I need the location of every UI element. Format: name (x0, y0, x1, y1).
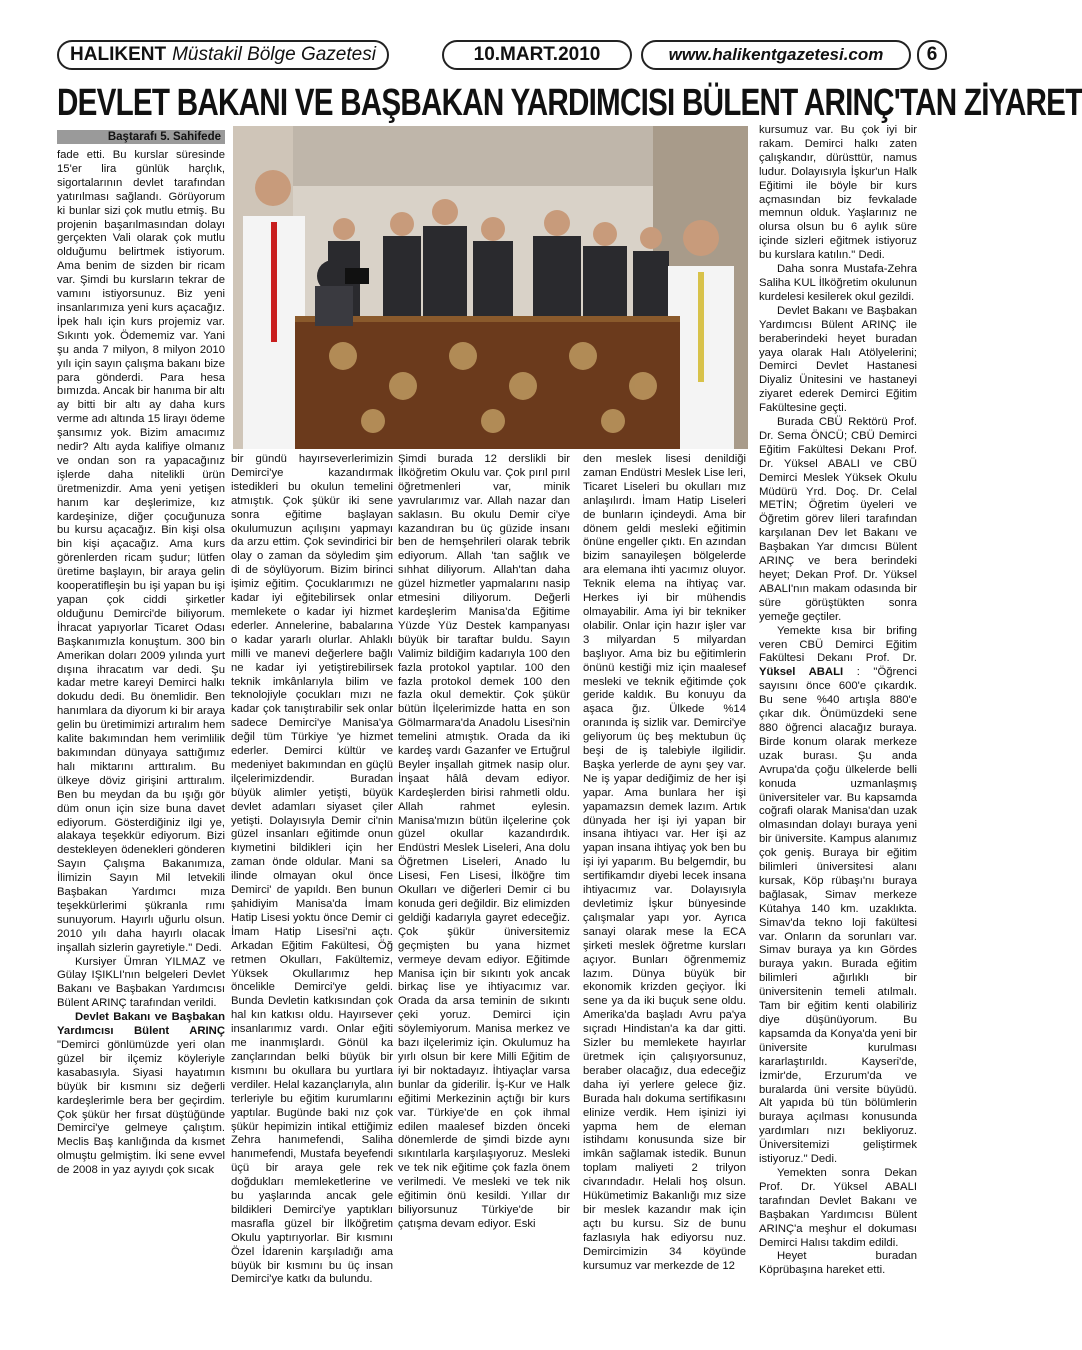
paragraph: Devlet Bakanı ve Başbakan Yardımcısı Bülent ARINÇ ile beraberindeki heyet buradan yaya olarak Halı Atölyelerini; Demirci Devlet Hastanesi Diyaliz Ünitesini ve hastaneyi ziyaret ederek Demirci Eğitim Fakültesine geçti. (759, 304, 917, 415)
photo-illustration (233, 126, 748, 449)
article-column-5 (759, 124, 917, 1278)
paragraph: kursumuz var. Bu çok iyi bir rakam. Demirci halkı zaten çalışkandır, dürüsttür, namus ludur. Dolayısıyla İşkur'un Halk Eğitimi ile böyle bir kurs açmasından biz fevkalade memnun olduk. Yaşlarınız ne olursa olsun bu 6 aylık süre içinde sizleri eğitmek istiyoruz bu kurslara katılın." Dedi. (759, 124, 917, 262)
paragraph (759, 625, 917, 1167)
page-number: 6 (917, 40, 947, 70)
paper-name (57, 40, 389, 70)
paper-name-bold: HALIKENT (70, 44, 167, 65)
paragraph: Yemekten sonra Dekan Prof. Dr. Yüksel ABALI tarafından Devlet Bakanı ve Başbakan Yardımcısı Bülent ARINÇ'a meşhur el dokuması Demirci Halısı takdim edildi. (759, 1166, 917, 1249)
article-column-3 (398, 453, 570, 1232)
paragraph: den meslek lisesi denildiği zaman Endüstri Meslek Lise leri, Ticaret Liseleri bu okulları mız anlaşılırdı. İmam Hatip Liseleri de bunların içindeydi. Ama bir dönem geldi mesleki eğitimin önüne engeller çıktı. En azından bizim sanayileşen bölgelerde ara elemana ihti yacımız oluyor. Teknik elema na ihtiyaç var. Herkes iyi bir mühendis olmayabilir. Ama iyi bir tekniker olabilir. Onlar için hazır işler var 3 milyardan 5 milyardan başlıyor. Ama biz bu eğitimlerin önünü kestiği miz için maalesef mesleki ve teknik eğitimde çok geride kaldık. Bu konuyu da aşaca ğız. Ülkede %14 oranında iş sizlik var. Demirci'ye geliyorum üç beş mektubun üç beşi de iş talebiyle ilgilidir. Başka yerlerde de aynı şey var. Ne iş yapar dediğimiz de her işi yapar. Ama bunlara her işi yapamazsın demek lazım. Artık dünyada her işi iyi yapan bir insana ihtiyacı var. Her işi az yapan insana ihtiyaç yok ben bu işi iyi yaparım. Bu belgemdir, bu sertifikamdır diyebi lecek insana ihtiyacımız var. Dolayısıyla devletimiz İşkur bünyesinde çalışmalar yapı yor. Ayrıca sanayi olarak mese la ECA şirketi meslek öğretme kursları açıyor. Bunları öğrenmemiz lazım. Dünya büyük bir ekonomik krizden geçiyor. İki sene ya da iki buçuk sene oldu. Amerika'da başladı Avru pa'ya sıçradı Hindistan'a ka dar gitti. Sizler bu memlekete hayırlar üretmek için çalışıyorsunuz, beraber olacağız, dua edeceğiz daha iyi yerlere gelece ğiz. Burada halı dokuma sertifikasını elinize verdik. Hem işinizi iyi yapma hem de eleman istihdamı konusunda size bir imkân sağlamak istedik. Bunun toplam maliyeti 2 trilyon civarındadır. Helali hoş olsun. Hükümetimiz Bakanlığı mız size bir meslek kazandır mak için açtı bu kursu. Siz de bunu fazlasıyla hak ediyorsu nuz. Demircimizin 34 köyünde kursumuz var merkezde de 12 (583, 453, 746, 1272)
paragraph: Şimdi burada 12 derslikli bir İlköğretim Okulu var. Çok pırıl pırıl öğretmenleri var, minik yavrularımız var. Allah nazar dan saklasın. Bu okulu Demir ci'ye kazandıran bu üç güzide insanı ben de hemşehrileri olarak tebrik ediyorum. Allah 'tan sağlık ve sıhhat diliyorum. Allah'tan daha güzel hizmetler yapmalarını nasip etmesini diliyorum. Değerli kardeşlerim Manisa'da Eğitime Yüzde Yüz Destek kampanyası büyük bir taraftar buldu. Sayın Valimiz bildiğim kadarıyla 100 den fazla protokol yaptılar. 100 den fazla protokol demek 100 den fazla okul demektir. Çok şükür bütün İlçelerimizde hatta en son Gölmarmara'da Anadolu Lisesi'nin temelini atmıştık. Orada da iki kardeş vardı Gazanfer ve Ertuğrul Beyler inşallah gitmek nasip olur. İnşaat hâlâ devam ediyor. Kardeşlerden birisi rahmetli oldu. Allah rahmet eylesin. Manisa'mızın bütün ilçelerine çok güzel okullar kazandırdık. Endüstri Meslek Liseleri, Ana dolu Öğretmen Liseleri, Anado lu Lisesi, Fen Lisesi, İlköğre tim Okulları ve diğerleri Demir ci bu konuda geri değildir. Biz elimizden geldiği kadarıyla gayret edeceğiz. Çok şükür üniversitemiz geçmişten bu yana hizmet vermeye devam ediyor. Eğitimde Manisa için bir sıkıntı yok ancak birkaç lise ye ihtiyacımız var. Orada da arsa teminin de sıkıntı çeki yoruz. Demirci için söylemiyorum. Manisa merkez ve bazı ilçelerimiz için. Okulumuz ha yırlı olsun bir kere Milli Eğitim de iyi bir noktadayız. İhtiyaçlar varsa bunlar da giderilir. İş-Kur ve Halk eğitimi Merkezinin açtığı bir kurs var. Türkiye'de en çok ihmal edilen maalesef bizden önceki dönemlerde de şimdi bizde aynı sıkıntılarla karşılaşıyoruz. Mesleki ve tek nik eğitime çok fazla önem verilmedi. Ve mesleki ve tek nik eğitimin önü kesildi. Yıllar dır biliyorsunuz Türkiye'de bir çatışma devam ediyor. Eski (398, 453, 570, 1230)
paragraph: Kursiyer Ümran YILMAZ ve Gülay IŞIKLI'nın belgeleri Devlet Bakanı ve Başbakan Yardımcısı Bülent ARINÇ tarafından verildi. (57, 955, 225, 1010)
paragraph: Daha sonra Mustafa-Zehra Saliha KUL İlköğretim okulunun kurdelesi kesilerek okul gezildi. (759, 263, 917, 303)
headline: DEVLET BAKANI VE BAŞBAKAN YARDIMCISI BÜLENT ARINÇ'TAN ZİYARET (57, 82, 1082, 124)
article-column-1 (57, 149, 225, 1178)
paragraph: Heyet buradan Köprübaşına hareket etti. (759, 1250, 917, 1277)
paragraph-text: Yemekte kısa bir brifing veren CBÜ Demirci Eğitim Fakültesi Dekanı Prof. Dr. (759, 624, 917, 665)
article-column-4 (583, 453, 746, 1273)
paragraph: fade etti. Bu kurslar süresinde 15'er lira günlük harçlık, sigortalarının devlet tarafından yatırılması sağlandı. Görüyorum ki bunlar sizi çok mutlu etmiş. Bu projenin başarılmasından dolayı gerçekten Vali olarak çok mutlu olduğumu belirtmek istiyorum. Ama benim de sizden bir ricam var. Şimdi bu kursların tekrar de vamını istiyorsunuz. Biz yeni insanlarımıza yeni kurs açacağız. İpek halı için kurs projemiz var. Sıkıntı yok. Ödememiz var. Yani şu anda 7 milyon, 8 milyon 2010 yılı için sayın çalışma bakanı bize para gönderdi. Para hesa bımızda. Ancak bir hanıma bir altı ay bitti bir altı ay daha kurs verme adı altında 15 lirayı ödeme şansımız yok. Bizim amacımız nedir? Altı ayda kalifiye olmanız ve ondan son ra yapacağınız işlerde daha nitelikli ürün üretmenizdir. Ama yeni yetişen hanım kar deşlerimize, kız kardeşinize, diğer çocuğunuza bu kursu açacağız. Bin kişi olsa bin kişi açacağız. Ama kurs görenlerden ricam şudur; lütfen üretime başlayın, bir araya gelin kooperatifleşin bu işi yapan bu işi yapan çok ciddi şirketler olduğunu Demirci'de biliyorum. İhracat yapıyorlar Ticaret Odası Başkanımızla konuştum. 300 bin Amerikan doları 2009 yılında yurt dışına ihracatım var dedi. Şu kadar metre kareyi Demirci halkı dokudu dedi. Bu önemlidir. Ben hanımlara da diyorum ki bir araya gelin bu üretimimizi artıralım hem kalite bakımından hem verimlilik bakımından dünyaya sattığımız halı miktarını arttıralım. Bu ülkeye döviz girişini arttıralım. Ben bu meydan da bu ışığı gör düm onun için size buna davet ediyorum. Gösterdiğiniz ilgi ye, alakaya teşekkür ediyorum. Bizi destekleyen ödenekleri gönderen Sayın Çalışma Bakanımıza, İlimizin Sayın Mil letvekili Başbakan Yardımcı mıza teşekkürlerimi şükranla rımı sunuyorum. Hayırlı uğurlu olsun. 2010 yılı daha hayırlı olacak inşallah sizlerin gayretiyle." Dedi. (57, 149, 225, 954)
paragraph: bir gündü hayırseverlerimizin Demirci'ye kazandırmak istedikleri bu okulun temelini atmıştık. Çok şükür iki sene sonra eğitime başlayan okulumuzun açılışını yapmayı da arzu ettim. Çok sevindirici bir olay o zaman da söyledim şim di de söylüyorum. Bizim birinci işimiz eğitim. Çocuklarımızı ne kadar iyi eğitebilirsek onlar memlekete o kadar iyi hizmet ederler. Annelerine, babalarına o kadar yararlı olurlar. Ahlaklı milli ve manevi değerlere bağlı ne kadar iyi yetiştirebilirsek teknik imkânlarıyla bilim ve teknolojiyle çocukları mızı ne kadar çok tanıştırabilir sek onlar sadece Demirci'ye Manisa'ya değil tüm Türkiye 'ye hizmet ederler. Demirci kültür ve medeniyet bakımından en güçlü ilçelerimizdendir. Buradan büyük alimler yetişti, büyük devlet adamları siyaset çiler yetişti. Dolayısıyla Demir ci'nin güzel insanları eğitimde onun kıymetini bildikleri için her zaman önde oldular. Mani sa ilinde olmayan okul önce Demirci' de yapıldı. Ben bunun şahidiyim Manisa'da İmam Hatip Lisesi yoktu önce Demir ci İmam Hatip Lisesi'ni açtı. Arkadan Eğitim Fakültesi, Öğ retmen Okulları, Fakültemiz, Yüksek Okullarımız hep öncelikle Demirci'ye geldi. Bunda Devletin katkısından çok hal kın katkısı oldu. Hayırsever insanlarımız vardı. Onlar eğiti me inanmışlardı. Gönül ka zançlarından belki büyük bir kısmını bu okullara bu yurtlara verdiler. Helal kazançlarıyla, alın terleriyle bu eğitim kurumlarını yaptılar. Bugünde baki nız çok şükür hepimizin intikal ettiğimiz Zehra hanımefendi, Saliha hanımefendi, Mustafa beyefendi üçü bir araya gele rek doğdukları memleketlerine ve bu yaşlarında ancak gele bildikleri Demirci'ye yaptıkları masrafla güzel bir İlköğretim Okulu yaptırıyorlar. Bir kısmını Özel İdarenin karşıladığı ama büyük bir kısmını bu üç insan Demirci'ye katkı da bulundu. (231, 453, 393, 1286)
masthead (57, 40, 938, 72)
speaker-name: Devlet Bakanı ve Başbakan Yardımcısı Bülent ARINÇ (57, 1011, 225, 1038)
website: www.halikentgazetesi.com (641, 40, 911, 70)
paragraph (57, 1011, 225, 1178)
news-photo (233, 126, 748, 449)
paragraph: Burada CBÜ Rektörü Prof. Dr. Sema ÖNCÜ; CBÜ Demirci Eğitim Fakültesi Dekanı Prof. Dr. Yüksel ABALI ve CBÜ Demirci Meslek Yüksek Okulu Müdürü Yrd. Doç. Dr. Celal METİN; Öğretim üyeleri ve Öğretim görev lileri tarafından karşılanan Dev let Bakanı ve Başbakan Yar dımcısı Bülent ARINÇ ve bera berindeki heyet; Dekan Prof. Dr. Yüksel ABALI'nın makam odasında bir süre görüştükten sonra yemeğe geçtiler. (759, 416, 917, 623)
paragraph-text: "Demirci gönlümüzde yeri olan güzel bir ilçemiz köyleriyle kasabasıyla. Siyasi hayatımın büyük bir kısmını siz değerli kardeşlerimle bera ber geçirdim. Çok şükür her fırsat düştüğünde Demirci'ye gelmeye çalıştım. Meclis Baş kanlığında da kısmet olmuştu gelmiştim. İki sene evvel de 2008 in yaz ayıydı çok sıcak (57, 1039, 225, 1177)
issue-date: 10.MART.2010 (442, 40, 632, 70)
continued-from: Baştarafı 5. Sahifede (57, 130, 225, 144)
speaker-name: Yüksel ABALI (759, 666, 844, 679)
paper-name-rest: Müstakil Bölge Gazetesi (172, 44, 376, 65)
article-column-2 (231, 453, 393, 1287)
paragraph-text: : "Öğrenci sayısını önce 600'e çıkardık. Bu sene %40 artışla 880'e çıkar dık. Önümüzdeki sene 880 öğrenci alacağız buraya. Birde konum olarak merkeze uzak burası. Şu anda Avrupa'da çoğu ülkelerde belli konuda uzmanlaşmış üniversiteler var. Bu kapsamda coğrafi olarak Manisa'dan uzak olmasından dolayı buraya yeni bir üniversite. Kampus alanımız çok geniş. Buraya bir eğitim bilimleri üniversitesi alanı kursak, Köp rübaşı'nı buraya bağlasak, Simav merkeze Kütahya 140 km. uzaklıkta. Simav'da tekno loji fakültesi var. Onların da sorunları var. Simav buraya ya kın Gördes buraya yakın. Burada eğitim bilimleri ağırlıklı bir üniversitenin temeli atılmalı. Tam bir eğitim kenti olabiliriz diye düşünüyorum. Bu kapsamda da Konya'da yeni bir üniversite kurulması kararlaştırıldı. Kayseri'de, İzmir'de, Erzurum'da ve buralarda üni versite büyüdü. Alt yapıda bü tün bölümlerin buraya açılması konusunda yardımları nızı bekliyoruz. Üniversitemizi geliştirmek istiyoruz." Dedi. (759, 666, 917, 1166)
